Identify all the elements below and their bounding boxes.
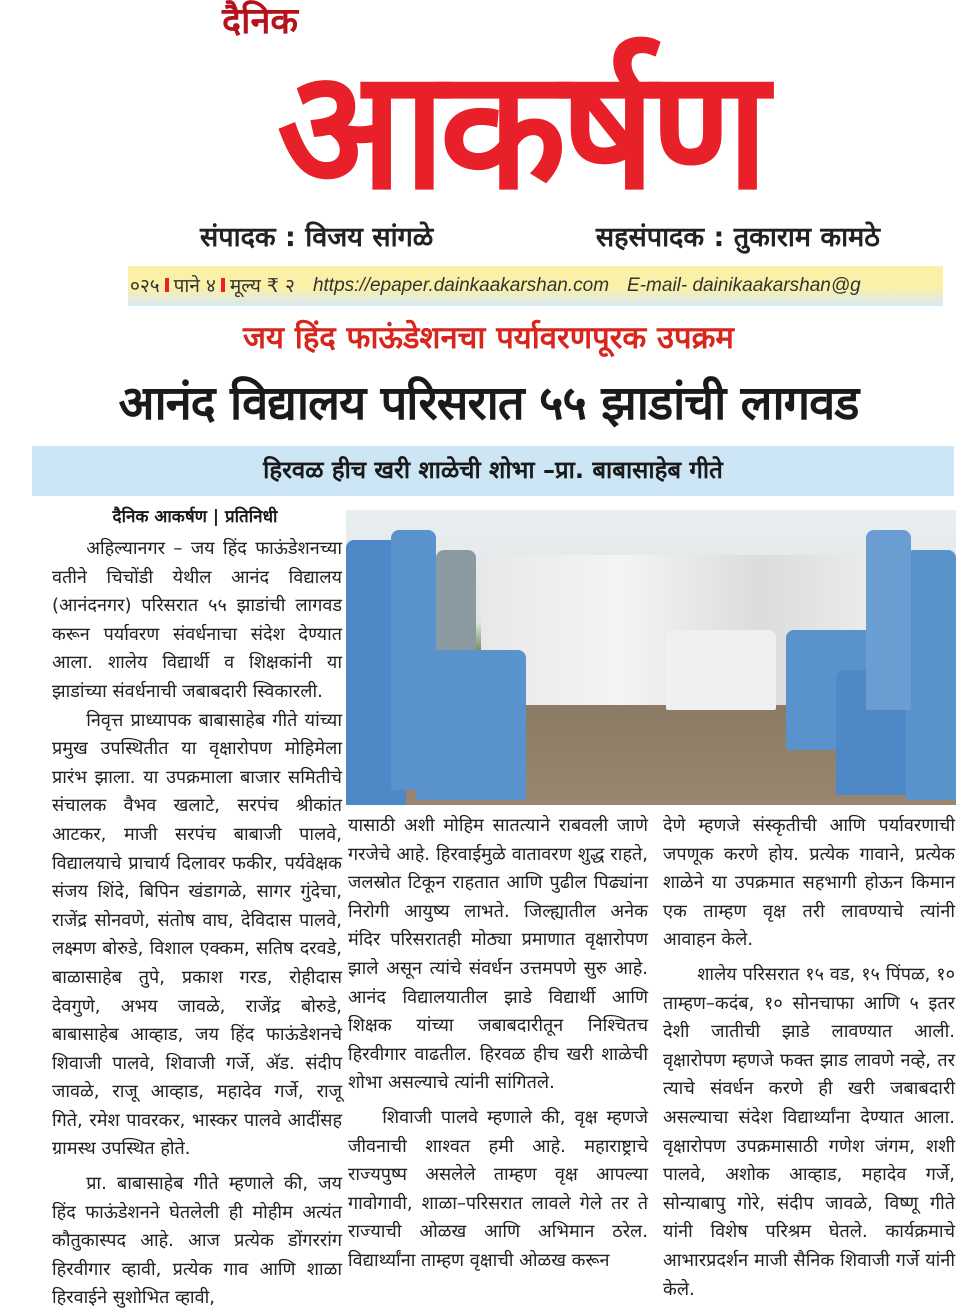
column-2	[348, 812, 648, 1276]
co-editor: सहसंपादक : तुकाराम कामठे	[595, 222, 880, 253]
column-3	[663, 812, 955, 1304]
price: मूल्य ₹ २	[229, 275, 295, 297]
byline: दैनिक आकर्षण | प्रतिनिधी	[112, 507, 278, 527]
paragraph: यासाठी अशी मोहिम सातत्याने राबवली जाणे गरजेचे आहे. हिरवाईमुळे वातावरण शुद्ध राहते, जलस्रोत टिकून राहतात आणि पुढील पिढ्यांना निरोगी आयुष्य लाभते. जिल्ह्यातील अनेक मंदिर परिसरातही मोठ्या प्रमाणात वृक्षारोपण झाले असून त्यांचे संवर्धन उत्तमपणे सुरु आहे. आनंद विद्यालयातील झाडे विद्यार्थी आणि शिक्षक यांच्या जबाबदारीतून निश्चितच हिरवीगार वाढतील. हिरवळ हीच खरी शाळेची शोभा असल्याचे त्यांनी सांगितले.	[348, 815, 648, 1094]
email: E-mail- dainikaakarshan@g	[627, 275, 861, 296]
paragraph: शिवाजी पालवे म्हणाले की, वृक्ष म्हणजे जीवनाची शाश्वत हमी आहे. महाराष्ट्राचे राज्यपुष्प असलेले ताम्हण वृक्ष आपल्या गावोगावी, शाळा–परिसरात लावले गेले तर ते राज्याची ओळख आणि अभिमान ठरेल. विद्यार्थ्यांना ताम्हण वृक्षाची ओळख करून	[348, 1106, 648, 1271]
headline: आनंद विद्यालय परिसरात ५५ झाडांची लागवड	[118, 376, 859, 431]
paragraph: देणे म्हणजे संस्कृतीची आणि पर्यावरणाची जपणूक करणे होय. प्रत्येक गावाने, प्रत्येक शाळेने या उपक्रमात सहभागी होऊन किमान एक ताम्हण वृक्ष तरी लावण्याचे त्यांनी आवाहन केले.	[663, 815, 955, 951]
year: ०२५	[130, 275, 160, 297]
info-strip	[128, 266, 943, 306]
website-link[interactable]: https://epaper.dainkaakarshan.com	[312, 275, 610, 296]
editor: संपादक : विजय सांगळे	[200, 222, 434, 253]
kicker: जय हिंद फाऊंडेशनचा पर्यावरणपूरक उपक्रम	[243, 320, 734, 356]
separator	[165, 278, 169, 292]
paragraph: निवृत्त प्राध्यापक बाबासाहेब गीते यांच्या प्रमुख उपस्थितीत या वृक्षारोपण मोहिमेला प्रारंभ झाला. या उपक्रमाला बाजार समितीचे संचालक वैभव खलाटे, सरपंच श्रीकांत आटकर, माजी सरपंच बाबाजी पालवे, विद्यालयाचे प्राचार्य दिलावर फकीर, पर्यवेक्षक संजय शिंदे, बिपिन खंडागळे, सागर गुंदेचा, राजेंद्र सोनवणे, संतोष वाघ, देविदास पालवे, लक्ष्मण बोरुडे, विशाल एक्कम, सतिष दरवडे, बाळासाहेब तुपे, प्रकाश गरड, रोहीदास देवगुणे, अभय जावळे, राजेंद्र बोरुडे, बाबासाहेब आव्हाड, जय हिंद फाऊंडेशनचे शिवाजी पालवे, शिवाजी गर्जे, अ‍ॅड. संदीप जावळे, राजू आव्हाड, महादेव गर्जे, राजू गिते, रमेश पावरकर, भास्कर पालवे आदींसह ग्रामस्थ उपस्थित होते.	[52, 709, 342, 1160]
separator	[221, 278, 225, 292]
paragraph: प्रा. बाबासाहेब गीते म्हणाले की, जय हिंद फाऊंडेशनने घेतलेली ही मोहीम अत्यंत कौतुकास्पद आहे. आज प्रत्येक डोंगररांग हिरवीगार व्हावी, प्रत्येक गाव आणि शाळा हिरवाईने सुशोभित व्हावी,	[52, 1173, 342, 1309]
editors-line	[200, 218, 880, 258]
pages: पाने ४	[173, 275, 216, 297]
column-1	[52, 535, 342, 1313]
masthead-daily: दैनिक	[222, 1, 299, 42]
masthead-title: आकर्षण	[276, 34, 763, 226]
article-photo	[346, 510, 956, 805]
paragraph: शालेय परिसरात १५ वड, १५ पिंपळ, १० ताम्हण–कदंब, १० सोनचाफा आणि ५ इतर देशी जातीची झाडे लावण्यात आली. वृक्षारोपण म्हणजे फक्त झाड लावणे नव्हे, तर त्याचे संवर्धन करणे ही खरी जबाबदारी असल्याचा संदेश विद्यार्थ्यांना देण्यात आला. वृक्षारोपण उपक्रमासाठी गणेश जंगम, शशी पालवे, अशोक आव्हाड, महादेव गर्जे, सोन्याबापु गोरे, संदीप जावळे, विष्णू गीते यांनी विशेष परिश्रम घेतले. कार्यक्रमाचे आभारप्रदर्शन माजी सैनिक शिवाजी गर्जे यांनी केले.	[663, 963, 955, 1300]
paragraph: अहिल्यानगर – जय हिंद फाऊंडेशनच्या वतीने चिचोंडी येथील आनंद विद्यालय (आनंदनगर) परिसरात ५५ झाडांची लागवड करून पर्यावरण संवर्धनाचा संदेश देण्यात आला. शालेय विद्यार्थी व शिक्षकांनी या झाडांच्या संवर्धनाची जबाबदारी स्विकारली.	[52, 538, 342, 702]
subheadline: हिरवळ हीच खरी शाळेची शोभा –प्रा. बाबासाहेब गीते	[32, 446, 954, 496]
